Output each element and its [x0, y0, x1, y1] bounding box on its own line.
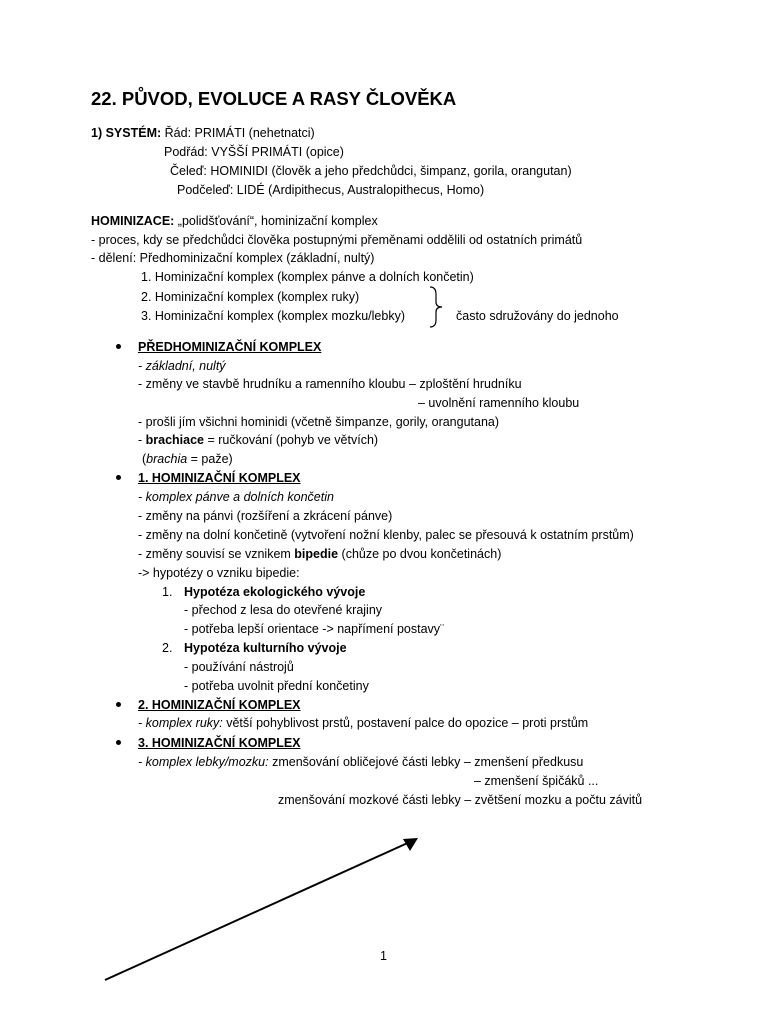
- hom1-line-1: - komplex pánve a dolních končetin: [138, 490, 334, 504]
- complex-2-item: 2. Hominizační komplex (komplex ruky): [141, 290, 360, 304]
- hom3-line-3: zmenšování mozkové části lebky – zvětšení mozku a počtu závitů: [278, 793, 643, 807]
- page-title: 22. PŮVOD, EVOLUCE A RASY ČLOVĚKA: [91, 88, 457, 109]
- hom3-line-1-post: zmenšování obličejové části lebky – zmenšení předkusu: [268, 755, 584, 769]
- hominizace-proces: - proces, kdy se předchůdci člověka postupnými přeměnami oddělili od ostatních primátů: [91, 233, 583, 247]
- predhom-line-2: - změny ve stavbě hrudníku a ramenního kloubu – zploštění hrudníku: [138, 377, 522, 391]
- system-celed: Čeleď: HOMINIDI (člověk a jeho předchůdci, šimpanz, gorila, orangutan): [170, 164, 572, 178]
- predhom-line-5-bold: brachiace: [145, 433, 205, 447]
- predhom-heading: PŘEDHOMINIZAČNÍ KOMPLEX: [138, 340, 322, 354]
- hom3-line-1-italic: - komplex lebky/mozku:: [138, 755, 269, 769]
- hom2-line-1-italic: - komplex ruky:: [138, 716, 223, 730]
- predhom-line-6-italic: brachia: [146, 452, 188, 466]
- hom3-line-2: – zmenšení špičáků ...: [474, 774, 599, 788]
- hypothesis-1-point-b: - potřeba lepší orientace -> napřímení postavy¨: [184, 622, 445, 636]
- predhom-line-1: - základní, nultý: [138, 359, 226, 373]
- hypothesis-2-title: Hypotéza kulturního vývoje: [184, 641, 347, 655]
- complex-3-item: 3. Hominizační komplex (komplex mozku/lebky): [141, 309, 405, 323]
- hom1-line-2: - změny na pánvi (rozšíření a zkrácení pánve): [138, 509, 393, 523]
- hypothesis-2-point-b: - potřeba uvolnit přední končetiny: [184, 679, 369, 693]
- predhom-line-5-post: = ručkování (pohyb ve větvích): [204, 433, 379, 447]
- hom1-heading: 1. HOMINIZAČNÍ KOMPLEX: [138, 471, 301, 485]
- system-podceled: Podčeleď: LIDÉ (Ardipithecus, Australopithecus, Homo): [177, 183, 485, 197]
- hypothesis-2-point-a: - používání nástrojů: [184, 660, 294, 674]
- hom1-line-4-bold: bipedie: [294, 547, 339, 561]
- hominizace-label: HOMINIZACE:: [91, 214, 175, 228]
- hom1-line-5: -> hypotézy o vzniku bipedie:: [138, 566, 300, 580]
- system-podrad: Podřád: VYŠŠÍ PRIMÁTI (opice): [164, 145, 344, 159]
- page-number: 1: [380, 949, 387, 963]
- hom1-line-4-post: (chůze po dvou končetinách): [338, 547, 502, 561]
- predhom-line-6-pre: (: [142, 452, 147, 466]
- predhom-line-3: – uvolnění ramenního kloubu: [418, 396, 580, 410]
- system-label-text: 1) SYSTÉM:: [91, 126, 162, 140]
- hominizace-desc: „polidšťování“, hominizační komplex: [174, 214, 378, 228]
- brace-note: často sdružovány do jednoho: [456, 309, 619, 323]
- predhom-line-5-pre: -: [138, 433, 146, 447]
- hominizace-deleni: - dělení: Předhominizační komplex (základní, nultý): [91, 251, 375, 265]
- system-rad: Řád: PRIMÁTI (nehetnatci): [164, 126, 315, 140]
- hypothesis-1-point-a: - přechod z lesa do otevřené krajiny: [184, 603, 383, 617]
- hom2-line-1-post: větší pohyblivost prstů, postavení palce do opozice – proti prstům: [222, 716, 589, 730]
- predhom-line-6-post: = paže): [187, 452, 233, 466]
- hom3-heading: 3. HOMINIZAČNÍ KOMPLEX: [138, 736, 301, 750]
- hypothesis-2-number: 2.: [162, 641, 173, 655]
- predhom-line-4: - prošli jím všichni hominidi (včetně šimpanze, gorily, orangutana): [138, 415, 500, 429]
- hypothesis-1-number: 1.: [162, 585, 173, 599]
- hom2-heading: 2. HOMINIZAČNÍ KOMPLEX: [138, 698, 301, 712]
- hom1-line-3: - změny na dolní končetině (vytvoření nožní klenby, palec se přesouvá k ostatním prstům): [138, 528, 634, 542]
- hypothesis-1-title: Hypotéza ekologického vývoje: [184, 585, 366, 599]
- hom1-line-4-pre: - změny souvisí se vznikem: [138, 547, 295, 561]
- complex-1-item: 1. Hominizační komplex (komplex pánve a dolních končetin): [141, 270, 474, 284]
